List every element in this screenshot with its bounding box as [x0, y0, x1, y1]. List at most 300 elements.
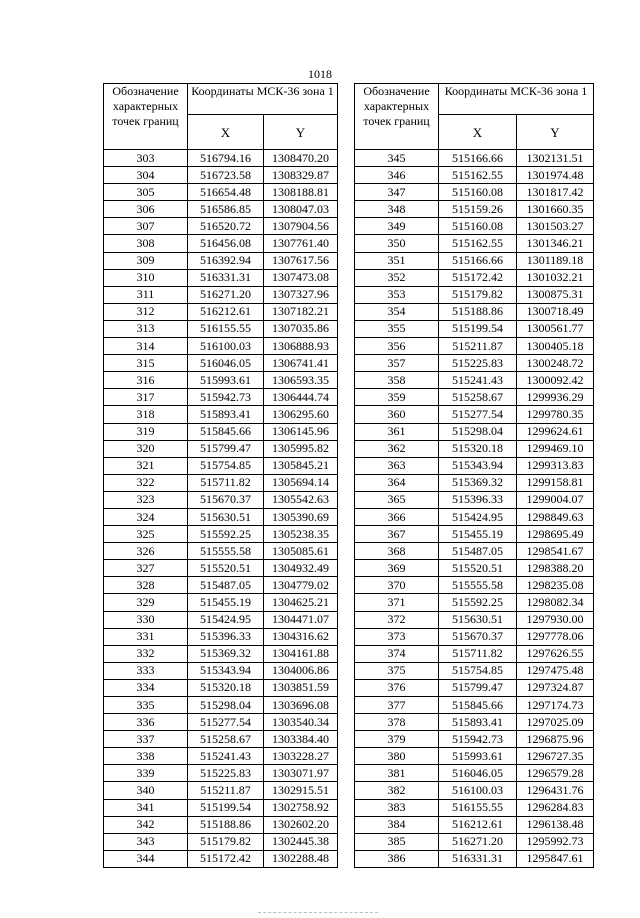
x-coordinate-cell: 515160.08	[439, 184, 517, 201]
point-number-cell: 331	[104, 628, 188, 645]
y-coordinate-cell: 1299780.35	[517, 406, 594, 423]
header-coordinates: Координаты МСК-36 зона 1	[439, 84, 594, 115]
y-coordinate-cell: 1300718.49	[517, 303, 594, 320]
table-row	[355, 389, 594, 406]
x-coordinate-cell: 515555.58	[188, 543, 264, 560]
x-coordinate-cell: 515298.04	[188, 697, 264, 714]
x-coordinate-cell: 515396.33	[439, 491, 517, 508]
y-coordinate-cell: 1299158.81	[517, 474, 594, 491]
x-coordinate-cell: 515369.32	[188, 645, 264, 662]
point-number-cell: 358	[355, 372, 439, 389]
y-coordinate-cell: 1296431.76	[517, 782, 594, 799]
y-coordinate-cell: 1304161.88	[264, 645, 338, 662]
point-number-cell: 360	[355, 406, 439, 423]
point-number-cell: 326	[104, 543, 188, 560]
y-coordinate-cell: 1301660.35	[517, 201, 594, 218]
x-coordinate-cell: 516212.61	[188, 303, 264, 320]
table-row	[355, 679, 594, 696]
table-row	[355, 320, 594, 337]
x-coordinate-cell: 515893.41	[188, 406, 264, 423]
x-coordinate-cell: 515241.43	[439, 372, 517, 389]
y-coordinate-cell: 1299624.61	[517, 423, 594, 440]
point-number-cell: 365	[355, 491, 439, 508]
y-coordinate-cell: 1301032.21	[517, 269, 594, 286]
table-row	[355, 560, 594, 577]
point-number-cell: 322	[104, 474, 188, 491]
x-coordinate-cell: 515555.58	[439, 577, 517, 594]
point-number-cell: 352	[355, 269, 439, 286]
point-number-cell: 338	[104, 748, 188, 765]
table-row	[104, 577, 338, 594]
y-coordinate-cell: 1297324.87	[517, 679, 594, 696]
table-row	[104, 508, 338, 525]
header-point-designation: Обозначение характерных точек границ	[355, 84, 439, 150]
y-coordinate-cell: 1306145.96	[264, 423, 338, 440]
table-row	[104, 714, 338, 731]
table-row	[104, 679, 338, 696]
x-coordinate-cell: 516155.55	[439, 799, 517, 816]
table-row	[104, 252, 338, 269]
table-row	[104, 355, 338, 372]
y-coordinate-cell: 1300875.31	[517, 286, 594, 303]
y-coordinate-cell: 1303384.40	[264, 731, 338, 748]
point-number-cell: 380	[355, 748, 439, 765]
table-row	[355, 714, 594, 731]
y-coordinate-cell: 1304316.62	[264, 628, 338, 645]
point-number-cell: 347	[355, 184, 439, 201]
point-number-cell: 362	[355, 440, 439, 457]
table-row	[355, 748, 594, 765]
point-number-cell: 368	[355, 543, 439, 560]
table-row	[355, 543, 594, 560]
x-coordinate-cell: 516331.31	[439, 850, 517, 867]
y-coordinate-cell: 1306593.35	[264, 372, 338, 389]
y-coordinate-cell: 1308329.87	[264, 167, 338, 184]
y-coordinate-cell: 1307617.56	[264, 252, 338, 269]
point-number-cell: 320	[104, 440, 188, 457]
table-row	[104, 286, 338, 303]
y-coordinate-cell: 1301346.21	[517, 235, 594, 252]
x-coordinate-cell: 516586.85	[188, 201, 264, 218]
y-coordinate-cell: 1299313.83	[517, 457, 594, 474]
y-coordinate-cell: 1305694.14	[264, 474, 338, 491]
x-coordinate-cell: 515711.82	[439, 645, 517, 662]
y-coordinate-cell: 1302758.92	[264, 799, 338, 816]
x-coordinate-cell: 515225.83	[188, 765, 264, 782]
x-coordinate-cell: 515172.42	[188, 850, 264, 867]
point-number-cell: 335	[104, 697, 188, 714]
point-number-cell: 371	[355, 594, 439, 611]
y-coordinate-cell: 1303696.08	[264, 697, 338, 714]
table-row	[355, 799, 594, 816]
y-coordinate-cell: 1307035.86	[264, 320, 338, 337]
point-number-cell: 343	[104, 833, 188, 850]
table-row	[355, 184, 594, 201]
x-coordinate-cell: 516046.05	[188, 355, 264, 372]
header-y: Y	[517, 115, 594, 150]
y-coordinate-cell: 1301974.48	[517, 167, 594, 184]
point-number-cell: 325	[104, 526, 188, 543]
table-row	[104, 218, 338, 235]
x-coordinate-cell: 515520.51	[188, 560, 264, 577]
point-number-cell: 386	[355, 850, 439, 867]
x-coordinate-cell: 516392.94	[188, 252, 264, 269]
table-row	[104, 269, 338, 286]
y-coordinate-cell: 1302915.51	[264, 782, 338, 799]
point-number-cell: 353	[355, 286, 439, 303]
point-number-cell: 318	[104, 406, 188, 423]
x-coordinate-cell: 516520.72	[188, 218, 264, 235]
point-number-cell: 344	[104, 850, 188, 867]
x-coordinate-cell: 515225.83	[439, 355, 517, 372]
point-number-cell: 333	[104, 662, 188, 679]
y-coordinate-cell: 1307904.56	[264, 218, 338, 235]
point-number-cell: 374	[355, 645, 439, 662]
table-row	[355, 440, 594, 457]
point-number-cell: 350	[355, 235, 439, 252]
x-coordinate-cell: 515258.67	[439, 389, 517, 406]
x-coordinate-cell: 515211.87	[439, 338, 517, 355]
x-coordinate-cell: 515799.47	[439, 679, 517, 696]
point-number-cell: 303	[104, 150, 188, 167]
table-row	[104, 611, 338, 628]
point-number-cell: 363	[355, 457, 439, 474]
y-coordinate-cell: 1298388.20	[517, 560, 594, 577]
y-coordinate-cell: 1298849.63	[517, 508, 594, 525]
table-row	[104, 184, 338, 201]
y-coordinate-cell: 1305390.69	[264, 508, 338, 525]
table-row	[355, 662, 594, 679]
point-number-cell: 341	[104, 799, 188, 816]
x-coordinate-cell: 515424.95	[439, 508, 517, 525]
coordinates-table-left	[103, 83, 338, 868]
point-number-cell: 354	[355, 303, 439, 320]
x-coordinate-cell: 515754.85	[188, 457, 264, 474]
table-row	[355, 731, 594, 748]
y-coordinate-cell: 1296875.96	[517, 731, 594, 748]
x-coordinate-cell: 515159.26	[439, 201, 517, 218]
y-coordinate-cell: 1296138.48	[517, 816, 594, 833]
table-row	[355, 816, 594, 833]
point-number-cell: 356	[355, 338, 439, 355]
table-row	[355, 252, 594, 269]
y-coordinate-cell: 1299004.07	[517, 491, 594, 508]
header-point-designation: Обозначение характерных точек границ	[104, 84, 188, 150]
table-row	[104, 406, 338, 423]
point-number-cell: 317	[104, 389, 188, 406]
x-coordinate-cell: 515162.55	[439, 167, 517, 184]
x-coordinate-cell: 515211.87	[188, 782, 264, 799]
x-coordinate-cell: 516100.03	[188, 338, 264, 355]
y-coordinate-cell: 1297174.73	[517, 697, 594, 714]
point-number-cell: 367	[355, 526, 439, 543]
point-number-cell: 323	[104, 491, 188, 508]
point-number-cell: 342	[104, 816, 188, 833]
x-coordinate-cell: 515993.61	[439, 748, 517, 765]
x-coordinate-cell: 515396.33	[188, 628, 264, 645]
point-number-cell: 375	[355, 662, 439, 679]
table-row	[355, 457, 594, 474]
x-coordinate-cell: 515630.51	[188, 508, 264, 525]
table-row	[355, 269, 594, 286]
point-number-cell: 345	[355, 150, 439, 167]
table-row	[104, 474, 338, 491]
table-row	[104, 662, 338, 679]
point-number-cell: 381	[355, 765, 439, 782]
table-row	[355, 765, 594, 782]
y-coordinate-cell: 1305995.82	[264, 440, 338, 457]
point-number-cell: 332	[104, 645, 188, 662]
y-coordinate-cell: 1295992.73	[517, 833, 594, 850]
point-number-cell: 307	[104, 218, 188, 235]
table-row	[104, 235, 338, 252]
table-row	[355, 303, 594, 320]
point-number-cell: 376	[355, 679, 439, 696]
x-coordinate-cell: 516723.58	[188, 167, 264, 184]
point-number-cell: 319	[104, 423, 188, 440]
y-coordinate-cell: 1306741.41	[264, 355, 338, 372]
point-number-cell: 373	[355, 628, 439, 645]
y-coordinate-cell: 1297626.55	[517, 645, 594, 662]
table-row	[104, 731, 338, 748]
x-coordinate-cell: 515179.82	[439, 286, 517, 303]
x-coordinate-cell: 515592.25	[439, 594, 517, 611]
point-number-cell: 370	[355, 577, 439, 594]
x-coordinate-cell: 515942.73	[188, 389, 264, 406]
table-row	[355, 355, 594, 372]
point-number-cell: 310	[104, 269, 188, 286]
table-row	[355, 850, 594, 867]
y-coordinate-cell: 1303851.59	[264, 679, 338, 696]
point-number-cell: 372	[355, 611, 439, 628]
table-row	[355, 218, 594, 235]
y-coordinate-cell: 1308047.03	[264, 201, 338, 218]
table-row	[104, 526, 338, 543]
x-coordinate-cell: 516654.48	[188, 184, 264, 201]
table-body-right	[355, 150, 594, 868]
x-coordinate-cell: 515487.05	[439, 543, 517, 560]
y-coordinate-cell: 1297930.00	[517, 611, 594, 628]
table-row	[104, 782, 338, 799]
y-coordinate-cell: 1307761.40	[264, 235, 338, 252]
table-row	[104, 560, 338, 577]
table-row	[104, 150, 338, 167]
table-row	[355, 645, 594, 662]
y-coordinate-cell: 1305845.21	[264, 457, 338, 474]
x-coordinate-cell: 515298.04	[439, 423, 517, 440]
y-coordinate-cell: 1297025.09	[517, 714, 594, 731]
x-coordinate-cell: 515277.54	[439, 406, 517, 423]
x-coordinate-cell: 515670.37	[188, 491, 264, 508]
x-coordinate-cell: 515993.61	[188, 372, 264, 389]
y-coordinate-cell: 1296727.35	[517, 748, 594, 765]
x-coordinate-cell: 515320.18	[188, 679, 264, 696]
y-coordinate-cell: 1305238.35	[264, 526, 338, 543]
point-number-cell: 305	[104, 184, 188, 201]
table-row	[104, 201, 338, 218]
y-coordinate-cell: 1300405.18	[517, 338, 594, 355]
table-row	[104, 303, 338, 320]
x-coordinate-cell: 515258.67	[188, 731, 264, 748]
point-number-cell: 359	[355, 389, 439, 406]
point-number-cell: 349	[355, 218, 439, 235]
y-coordinate-cell: 1300248.72	[517, 355, 594, 372]
point-number-cell: 334	[104, 679, 188, 696]
y-coordinate-cell: 1298541.67	[517, 543, 594, 560]
x-coordinate-cell: 515188.86	[188, 816, 264, 833]
x-coordinate-cell: 515369.32	[439, 474, 517, 491]
x-coordinate-cell: 515199.54	[188, 799, 264, 816]
table-row	[104, 697, 338, 714]
y-coordinate-cell: 1296579.28	[517, 765, 594, 782]
point-number-cell: 366	[355, 508, 439, 525]
y-coordinate-cell: 1306444.74	[264, 389, 338, 406]
page-number: 1018	[308, 67, 332, 81]
table-row	[355, 628, 594, 645]
table-row	[355, 474, 594, 491]
table-row	[355, 611, 594, 628]
x-coordinate-cell: 516271.20	[188, 286, 264, 303]
point-number-cell: 377	[355, 697, 439, 714]
table-row	[355, 235, 594, 252]
y-coordinate-cell: 1300561.77	[517, 320, 594, 337]
table-row	[355, 338, 594, 355]
table-row	[104, 748, 338, 765]
x-coordinate-cell: 515166.66	[439, 150, 517, 167]
y-coordinate-cell: 1303071.97	[264, 765, 338, 782]
x-coordinate-cell: 515241.43	[188, 748, 264, 765]
x-coordinate-cell: 516100.03	[439, 782, 517, 799]
point-number-cell: 304	[104, 167, 188, 184]
x-coordinate-cell: 516456.08	[188, 235, 264, 252]
point-number-cell: 382	[355, 782, 439, 799]
point-number-cell: 364	[355, 474, 439, 491]
point-number-cell: 355	[355, 320, 439, 337]
y-coordinate-cell: 1304625.21	[264, 594, 338, 611]
x-coordinate-cell: 515343.94	[439, 457, 517, 474]
table-row	[104, 338, 338, 355]
table-row	[104, 799, 338, 816]
y-coordinate-cell: 1301817.42	[517, 184, 594, 201]
x-coordinate-cell: 515520.51	[439, 560, 517, 577]
table-row	[355, 594, 594, 611]
point-number-cell: 328	[104, 577, 188, 594]
table-row	[355, 526, 594, 543]
x-coordinate-cell: 515487.05	[188, 577, 264, 594]
x-coordinate-cell: 516271.20	[439, 833, 517, 850]
point-number-cell: 351	[355, 252, 439, 269]
x-coordinate-cell: 515320.18	[439, 440, 517, 457]
x-coordinate-cell: 515179.82	[188, 833, 264, 850]
point-number-cell: 306	[104, 201, 188, 218]
y-coordinate-cell: 1302602.20	[264, 816, 338, 833]
table-row	[355, 150, 594, 167]
point-number-cell: 340	[104, 782, 188, 799]
x-coordinate-cell: 515343.94	[188, 662, 264, 679]
y-coordinate-cell: 1307473.08	[264, 269, 338, 286]
point-number-cell: 308	[104, 235, 188, 252]
table-row	[355, 286, 594, 303]
point-number-cell: 311	[104, 286, 188, 303]
y-coordinate-cell: 1305542.63	[264, 491, 338, 508]
x-coordinate-cell: 515424.95	[188, 611, 264, 628]
y-coordinate-cell: 1296284.83	[517, 799, 594, 816]
x-coordinate-cell: 515845.66	[439, 697, 517, 714]
point-number-cell: 384	[355, 816, 439, 833]
table-row	[104, 543, 338, 560]
x-coordinate-cell: 515455.19	[439, 526, 517, 543]
table-row	[104, 765, 338, 782]
y-coordinate-cell: 1304932.49	[264, 560, 338, 577]
point-number-cell: 385	[355, 833, 439, 850]
point-number-cell: 329	[104, 594, 188, 611]
point-number-cell: 369	[355, 560, 439, 577]
table-row	[355, 782, 594, 799]
y-coordinate-cell: 1303228.27	[264, 748, 338, 765]
point-number-cell: 330	[104, 611, 188, 628]
point-number-cell: 339	[104, 765, 188, 782]
x-coordinate-cell: 516794.16	[188, 150, 264, 167]
point-number-cell: 337	[104, 731, 188, 748]
y-coordinate-cell: 1301503.27	[517, 218, 594, 235]
x-coordinate-cell: 515630.51	[439, 611, 517, 628]
table-row	[355, 167, 594, 184]
table-row	[104, 850, 338, 867]
table-row	[104, 833, 338, 850]
table-row	[104, 440, 338, 457]
x-coordinate-cell: 515592.25	[188, 526, 264, 543]
point-number-cell: 309	[104, 252, 188, 269]
table-row	[104, 816, 338, 833]
point-number-cell: 314	[104, 338, 188, 355]
x-coordinate-cell: 515711.82	[188, 474, 264, 491]
x-coordinate-cell: 515670.37	[439, 628, 517, 645]
table-row	[104, 167, 338, 184]
x-coordinate-cell: 515172.42	[439, 269, 517, 286]
y-coordinate-cell: 1302445.38	[264, 833, 338, 850]
table-row	[104, 372, 338, 389]
point-number-cell: 315	[104, 355, 188, 372]
y-coordinate-cell: 1308470.20	[264, 150, 338, 167]
table-row	[104, 628, 338, 645]
header-x: X	[188, 115, 264, 150]
x-coordinate-cell: 516155.55	[188, 320, 264, 337]
x-coordinate-cell: 515160.08	[439, 218, 517, 235]
y-coordinate-cell: 1304006.86	[264, 662, 338, 679]
point-number-cell: 321	[104, 457, 188, 474]
point-number-cell: 361	[355, 423, 439, 440]
x-coordinate-cell: 516046.05	[439, 765, 517, 782]
table-row	[104, 389, 338, 406]
y-coordinate-cell: 1297778.06	[517, 628, 594, 645]
header-y: Y	[264, 115, 338, 150]
y-coordinate-cell: 1299469.10	[517, 440, 594, 457]
table-body-left	[104, 150, 338, 868]
point-number-cell: 313	[104, 320, 188, 337]
y-coordinate-cell: 1295847.61	[517, 850, 594, 867]
table-row	[355, 201, 594, 218]
table-row	[355, 372, 594, 389]
point-number-cell: 312	[104, 303, 188, 320]
y-coordinate-cell: 1301189.18	[517, 252, 594, 269]
point-number-cell: 379	[355, 731, 439, 748]
scan-artifact	[258, 912, 378, 914]
x-coordinate-cell: 515188.86	[439, 303, 517, 320]
x-coordinate-cell: 515845.66	[188, 423, 264, 440]
point-number-cell: 327	[104, 560, 188, 577]
y-coordinate-cell: 1300092.42	[517, 372, 594, 389]
table-row	[355, 577, 594, 594]
